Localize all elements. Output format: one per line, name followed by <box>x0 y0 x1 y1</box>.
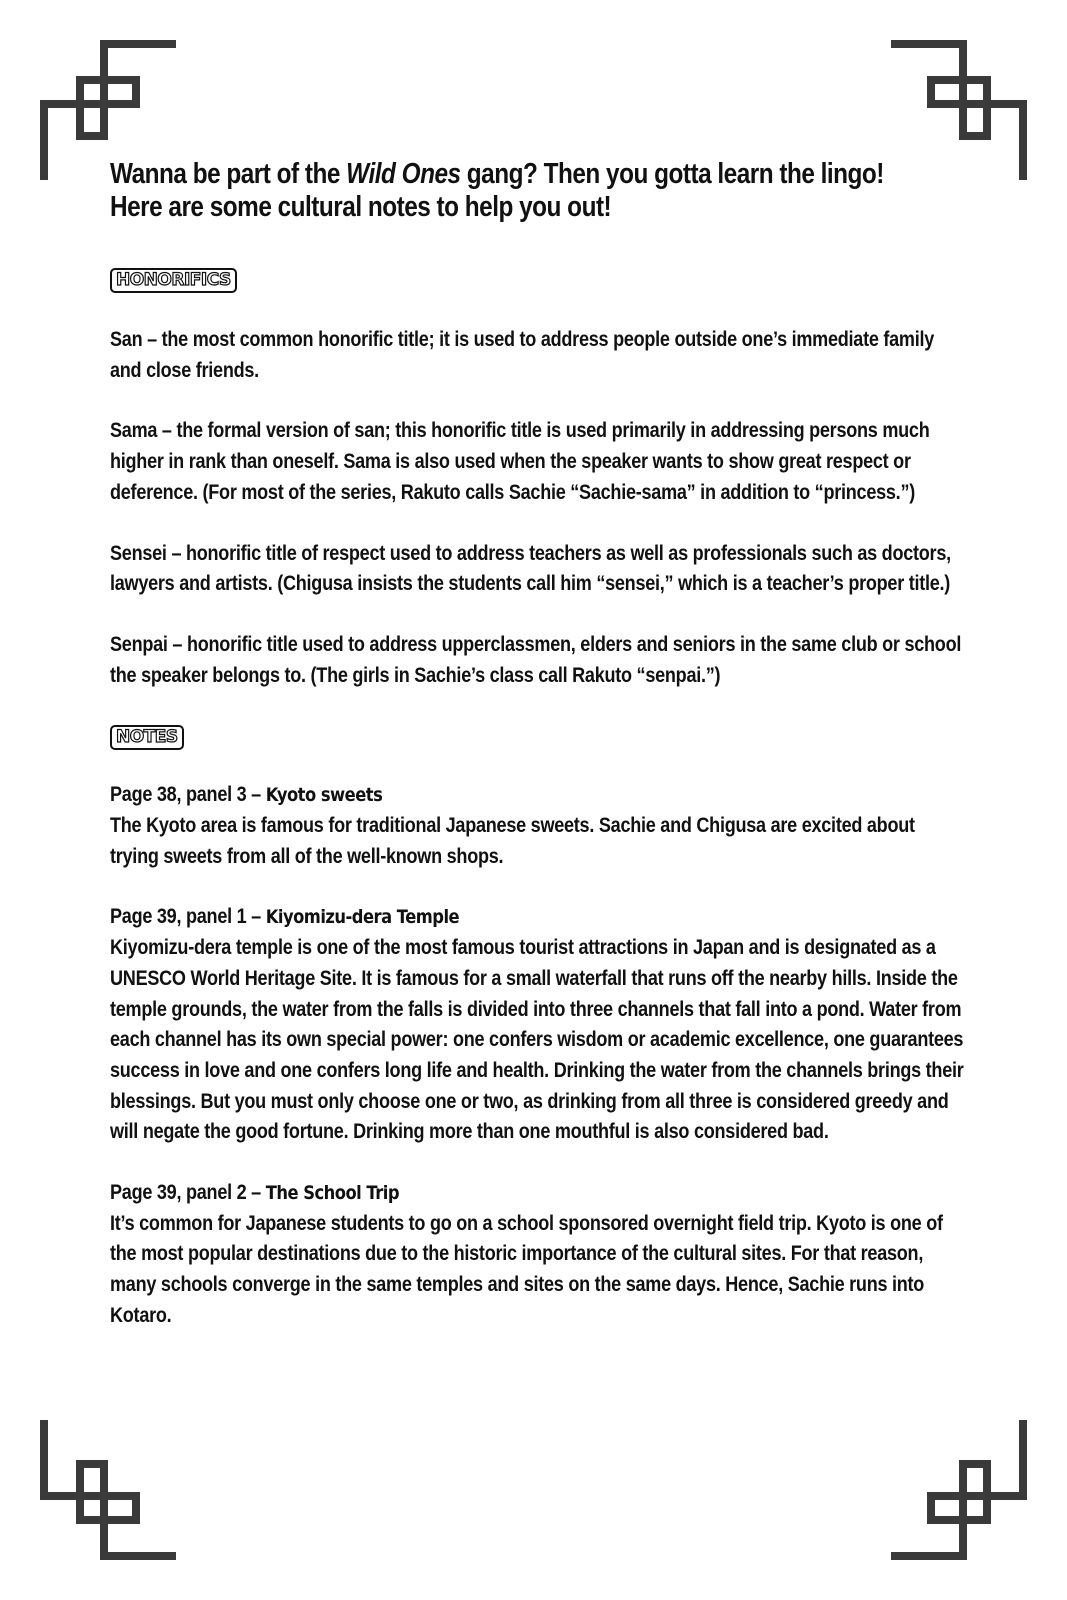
note-topic: Kyoto sweets <box>265 784 383 807</box>
honorific-sensei: Sensei – honorific title of respect used to address teachers as well as professionals such as doctors, lawyers and artists. (Chigusa insists the students call him “sensei,” which is a teacher’s proper title.) <box>110 541 951 596</box>
note-page-ref: Page 38, panel 3 – <box>110 783 266 807</box>
intro-line2: Here are some cultural notes to help you out! <box>110 191 612 223</box>
note-heading <box>110 780 966 811</box>
intro-line1-start: Wanna be part of the <box>110 158 347 190</box>
intro-heading <box>110 158 958 224</box>
note-heading <box>110 902 966 933</box>
note-kyoto-sweets <box>110 780 960 872</box>
note-topic: The School Trip <box>265 1182 400 1205</box>
intro-series-title: Wild Ones <box>346 158 461 190</box>
bottom-left-corner-ornament-icon <box>40 1420 180 1560</box>
cultural-notes-content <box>110 158 964 1332</box>
honorific-senpai: Senpai – honorific title used to address upperclassmen, elders and seniors in the same club or school the speaker belongs to. (The girls in Sachie’s class call Rakuto “senpai.”) <box>110 632 962 687</box>
note-page-ref: Page 39, panel 2 – <box>110 1181 266 1205</box>
bottom-right-corner-ornament-icon <box>887 1420 1027 1560</box>
honorifics-section-heading: HONORIFICS <box>110 268 237 293</box>
note-topic: Kiyomizu-dera Temple <box>265 906 460 929</box>
intro-line1-end: gang? Then you gotta learn the lingo! <box>460 158 884 190</box>
note-school-trip <box>110 1178 960 1332</box>
note-body: It’s common for Japanese students to go on a school sponsored overnight field trip. Kyoto is one of the most popular destinations due to the historic importance of the cultural sites. For that reason, many schools converge in the same temples and sites on the same days. Hence, Sachie runs into Kotaro. <box>110 1211 943 1327</box>
honorific-san: San – the most common honorific title; it is used to address people outside one’s immediate family and close friends. <box>110 328 935 382</box>
note-body: The Kyoto area is famous for traditional Japanese sweets. Sachie and Chigusa are excited about trying sweets from all of the well-known shops. <box>110 814 915 868</box>
notes-section-heading: NOTES <box>110 725 184 750</box>
note-page-ref: Page 39, panel 1 – <box>110 905 266 929</box>
note-kiyomizu-dera-temple <box>110 902 964 1148</box>
honorific-sama: Sama – the formal version of san; this honorific title is used primarily in addressing persons much higher in rank than oneself. Sama is also used when the speaker wants to show great respect or deference. (For most of the series, Rakuto calls Sachie “Sachie-sama” in addition to “princess.”) <box>110 419 930 504</box>
note-heading <box>110 1178 966 1209</box>
note-body: Kiyomizu-dera temple is one of the most famous tourist attractions in Japan and is designated as a UNESCO World Heritage Site. It is famous for a small waterfall that runs off the nearby hills. Inside the temple grounds, the water from the falls is divided into three channels that fall into a pond. Water from each channel has its own special power: one confers wisdom or academic excellence, one guarantees success in love and one confers long life and health. Drinking the water from the channels brings their blessings. But you must only choose one or two, as drinking from all three is considered greedy and will negate the good fortune. Drinking more than one mouthful is also considered bad. <box>110 936 964 1144</box>
